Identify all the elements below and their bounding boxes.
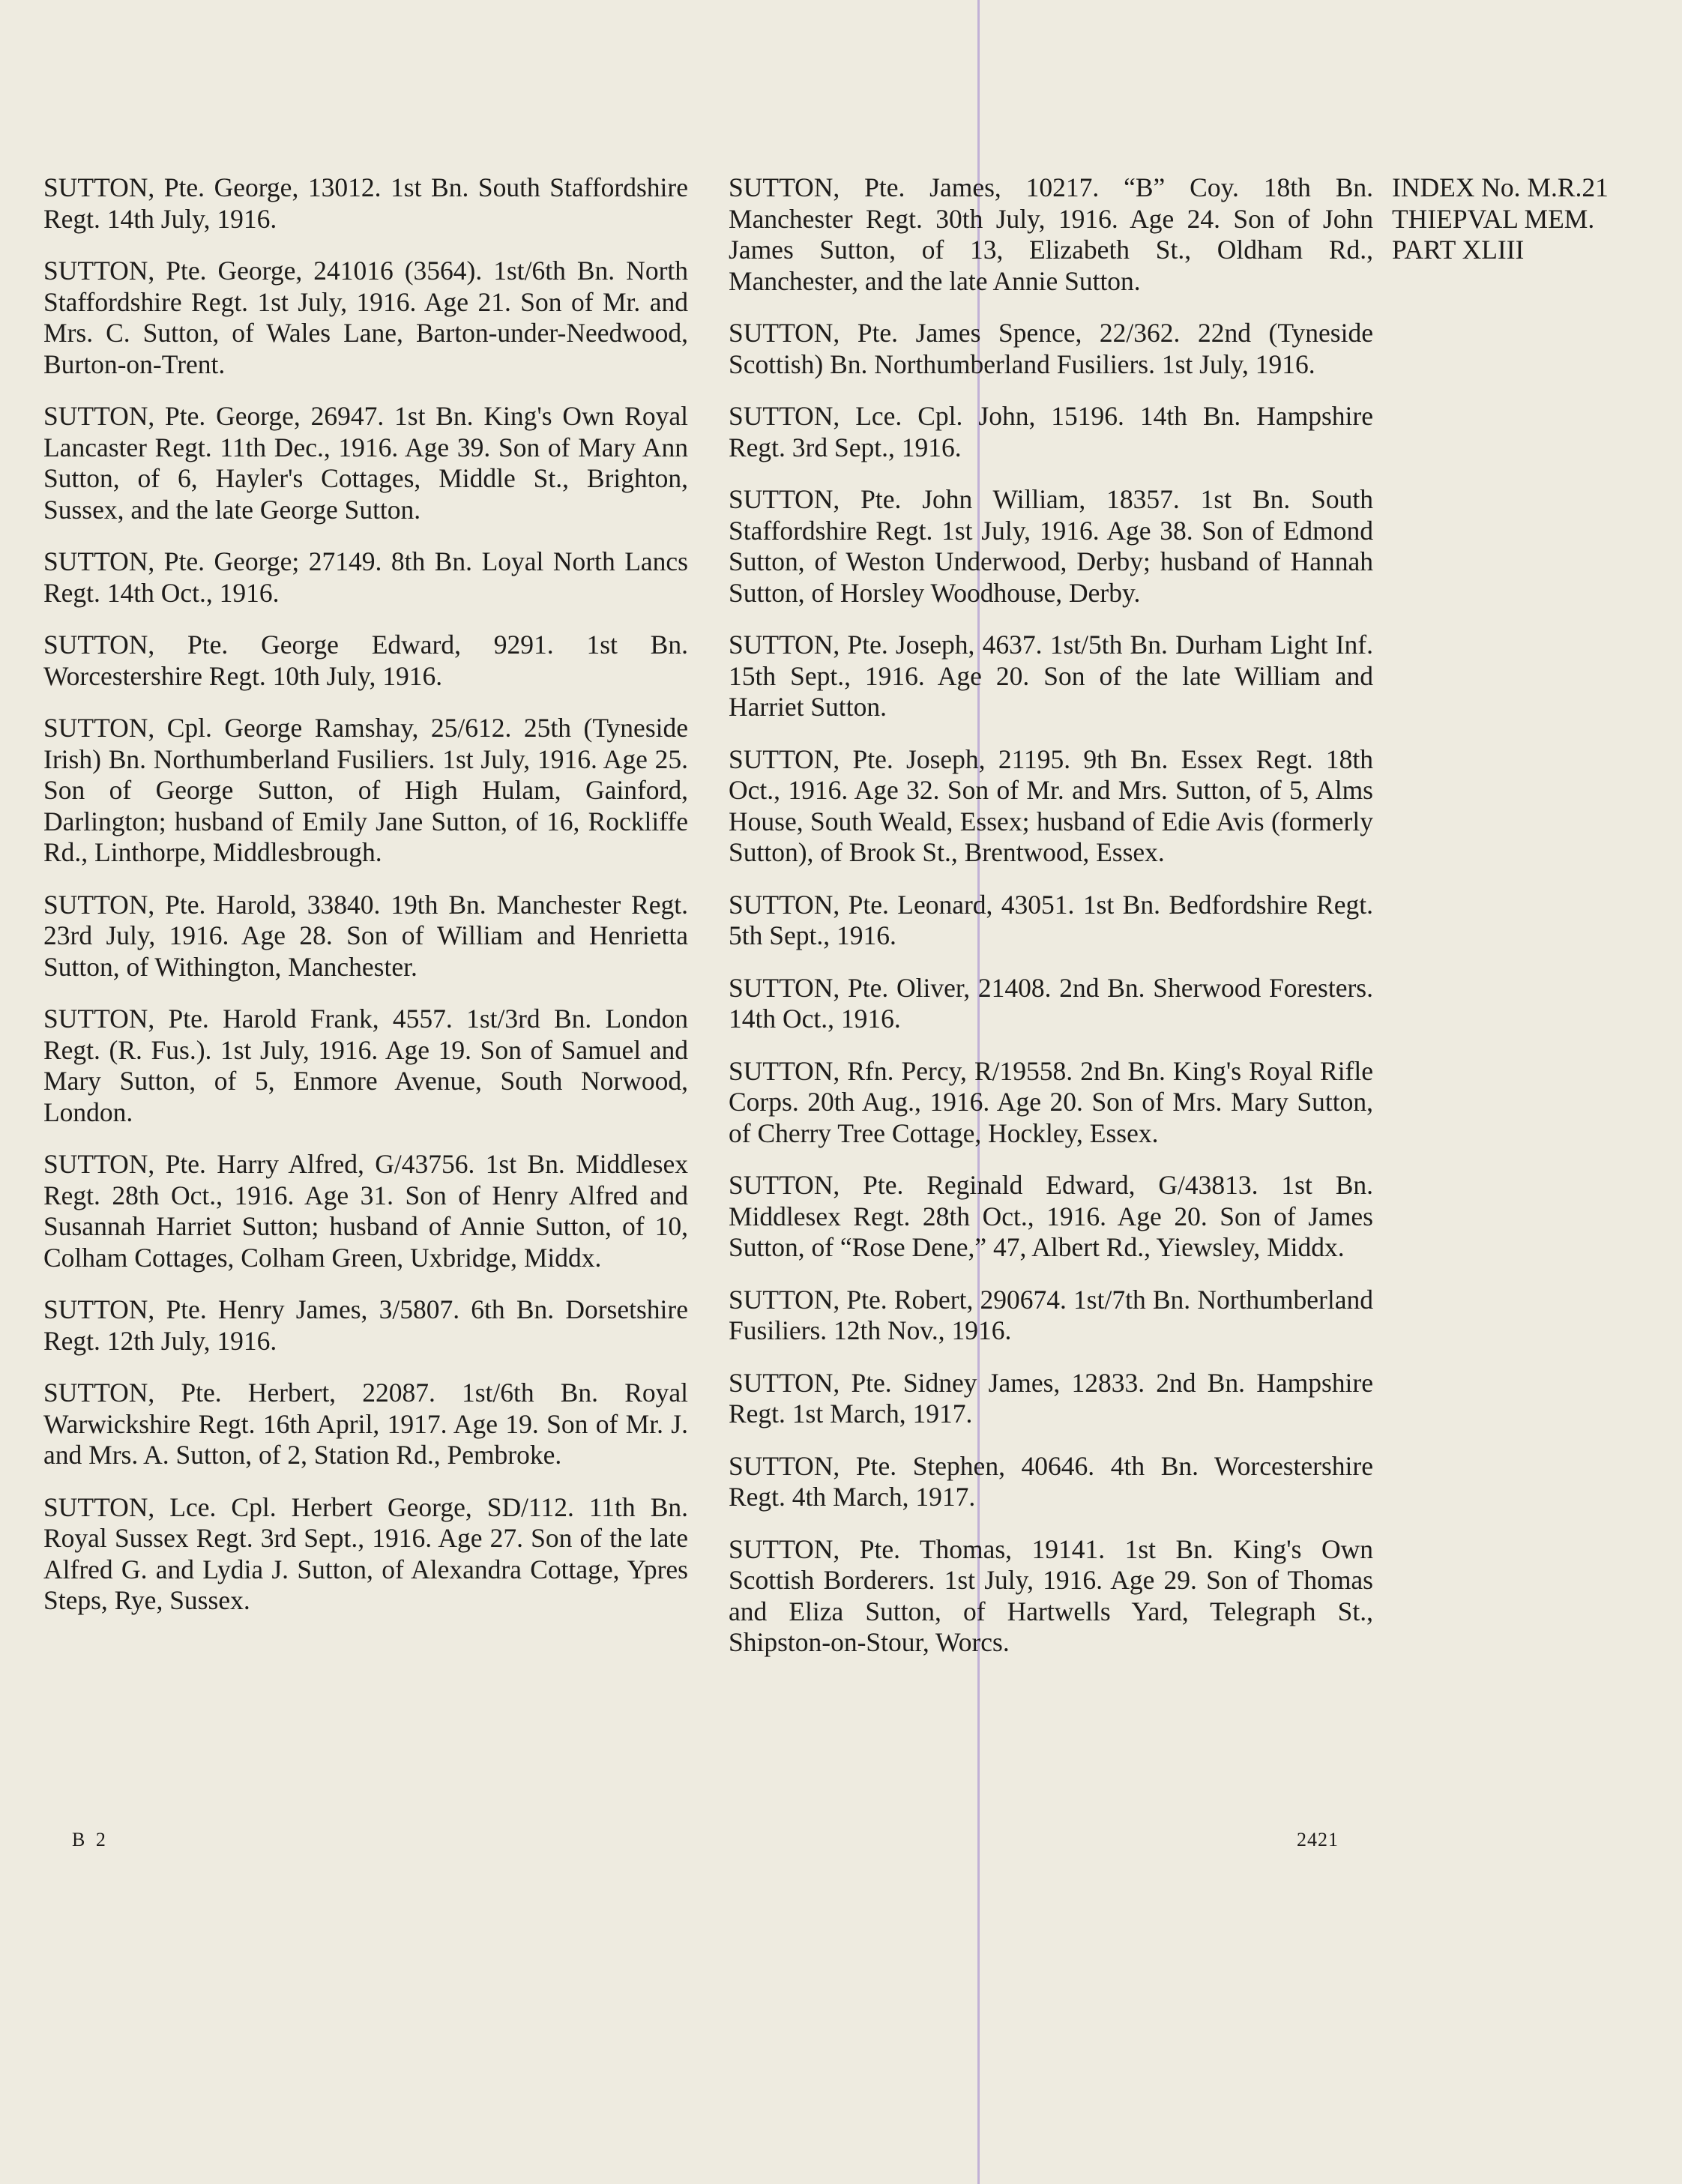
left-entries-column [43, 172, 688, 1638]
register-entry: SUTTON, Pte. John William, 18357. 1st Bn. South Staffordshire Regt. 1st July, 1916. Age 38. Son of Edmond Sutton, of Weston Underwood, Derby; husband of Hannah Sutton, of Horsley Woodhouse, Derby. [729, 484, 1373, 608]
register-entry: SUTTON, Lce. Cpl. Herbert George, SD/112. 11th Bn. Royal Sussex Regt. 3rd Sept., 1916. Age 27. Son of the late Alfred G. and Lydia J. Sutton, of Alexandra Cottage, Ypres Steps, Rye, Sussex. [43, 1491, 688, 1615]
register-entry: SUTTON, Pte. George; 27149. 8th Bn. Loyal North Lancs Regt. 14th Oct., 1916. [43, 546, 688, 608]
register-entry: SUTTON, Pte. George Edward, 9291. 1st Bn. Worcestershire Regt. 10th July, 1916. [43, 630, 688, 691]
index-number: INDEX No. M.R.21 [1392, 172, 1609, 202]
register-entry: SUTTON, Pte. James, 10217. “B” Coy. 18th Bn. Manchester Regt. 30th July, 1916. Age 24. Son of John James Sutton, of 13, Elizabeth St., Oldham Rd., Manchester, and the late Annie Sutton. [729, 172, 1373, 296]
register-entry: SUTTON, Pte. George, 26947. 1st Bn. King's Own Royal Lancaster Regt. 11th Dec., 1916. Age 39. Son of Mary Ann Sutton, of 6, Hayler's Cottages, Middle St., Brighton, Sussex, and the late George Sutton. [43, 401, 688, 525]
register-entry: SUTTON, Rfn. Percy, R/19558. 2nd Bn. King's Royal Rifle Corps. 20th Aug., 1916. Age 20. Son of Mrs. Mary Sutton, of Cherry Tree Cottage, Hockley, Essex. [729, 1055, 1373, 1148]
middle-entries-column [729, 172, 1373, 1680]
register-entry: SUTTON, Pte. Joseph, 4637. 1st/5th Bn. Durham Light Inf. 15th Sept., 1916. Age 20. Son of the late William and Harriet Sutton. [729, 630, 1373, 722]
register-entry: SUTTON, Pte. James Spence, 22/362. 22nd (Tyneside Scottish) Bn. Northumberland Fusiliers. 1st July, 1916. [729, 318, 1373, 379]
register-entry: SUTTON, Pte. Thomas, 19141. 1st Bn. King's Own Scottish Borderers. 1st July, 1916. Age 29. Son of Thomas and Eliza Sutton, of Hartwells Yard, Telegraph St., Shipston-on-Stour, Worcs. [729, 1533, 1373, 1657]
register-entry: SUTTON, Pte. Robert, 290674. 1st/7th Bn. Northumberland Fusiliers. 12th Nov., 1916. [729, 1284, 1373, 1345]
register-entry: SUTTON, Pte. Reginald Edward, G/43813. 1st Bn. Middlesex Regt. 28th Oct., 1916. Age 20. Son of James Sutton, of “Rose Dene,” 47, Albert Rd., Yiewsley, Middx. [729, 1170, 1373, 1262]
page-number: 2421 [1297, 1829, 1339, 1850]
register-entry: SUTTON, Pte. George, 13012. 1st Bn. South Staffordshire Regt. 14th July, 1916. [43, 172, 688, 234]
register-entry: SUTTON, Pte. George, 241016 (3564). 1st/6th Bn. North Staffordshire Regt. 1st July, 1916. Age 21. Son of Mr. and Mrs. C. Sutton, of Wales Lane, Barton-under-Needwood, Burton-on-Trent. [43, 256, 688, 379]
register-entry: SUTTON, Pte. Harold, 33840. 19th Bn. Manchester Regt. 23rd July, 1916. Age 28. Son of William and Henrietta Sutton, of Withington, Manchester. [43, 889, 688, 982]
register-entry: SUTTON, Pte. Herbert, 22087. 1st/6th Bn. Royal Warwickshire Regt. 16th April, 1917. Age 19. Son of Mr. J. and Mrs. A. Sutton, of 2, Station Rd., Pembroke. [43, 1378, 688, 1470]
register-entry: SUTTON, Pte. Oliver, 21408. 2nd Bn. Sherwood Foresters. 14th Oct., 1916. [729, 972, 1373, 1034]
register-entry: SUTTON, Pte. Henry James, 3/5807. 6th Bn. Dorsetshire Regt. 12th July, 1916. [43, 1294, 688, 1356]
register-entry: SUTTON, Pte. Joseph, 21195. 9th Bn. Essex Regt. 18th Oct., 1916. Age 32. Son of Mr. and Mrs. Sutton, of 5, Alms House, South Weald, Essex; husband of Edie Avis (formerly Sutton), of Brook St., Brentwood, Essex. [729, 743, 1373, 867]
register-entry: SUTTON, Pte. Leonard, 43051. 1st Bn. Bedfordshire Regt. 5th Sept., 1916. [729, 889, 1373, 950]
register-entry: SUTTON, Pte. Stephen, 40646. 4th Bn. Worcestershire Regt. 4th March, 1917. [729, 1450, 1373, 1512]
register-entry: SUTTON, Pte. Harold Frank, 4557. 1st/3rd Bn. London Regt. (R. Fus.). 1st July, 1916. Age 19. Son of Samuel and Mary Sutton, of 5, Enmore Avenue, South Norwood, London. [43, 1004, 688, 1127]
signature-mark: B 2 [72, 1829, 109, 1850]
part-number: PART XLIII [1392, 235, 1525, 265]
register-entry: SUTTON, Cpl. George Ramshay, 25/612. 25th (Tyneside Irish) Bn. Northumberland Fusiliers. 1st July, 1916. Age 25. Son of George Sutton, of High Hulam, Gainford, Darlington; husband of Emily Jane Sutton, of 16, Rockliffe Rd., Linthorpe, Middlesbrough. [43, 713, 688, 867]
memorial-name: THIEPVAL MEM. [1392, 203, 1595, 234]
register-entry: SUTTON, Lce. Cpl. John, 15196. 14th Bn. Hampshire Regt. 3rd Sept., 1916. [729, 401, 1373, 462]
register-entry: SUTTON, Pte. Harry Alfred, G/43756. 1st Bn. Middlesex Regt. 28th Oct., 1916. Age 31. Son of Henry Alfred and Susannah Harriet Sutton; husband of Annie Sutton, of 10, Colham Cottages, Colham Green, Uxbridge, Middx. [43, 1149, 688, 1273]
register-entry: SUTTON, Pte. Sidney James, 12833. 2nd Bn. Hampshire Regt. 1st March, 1917. [729, 1367, 1373, 1429]
memorial-index-reference [1392, 172, 1677, 266]
